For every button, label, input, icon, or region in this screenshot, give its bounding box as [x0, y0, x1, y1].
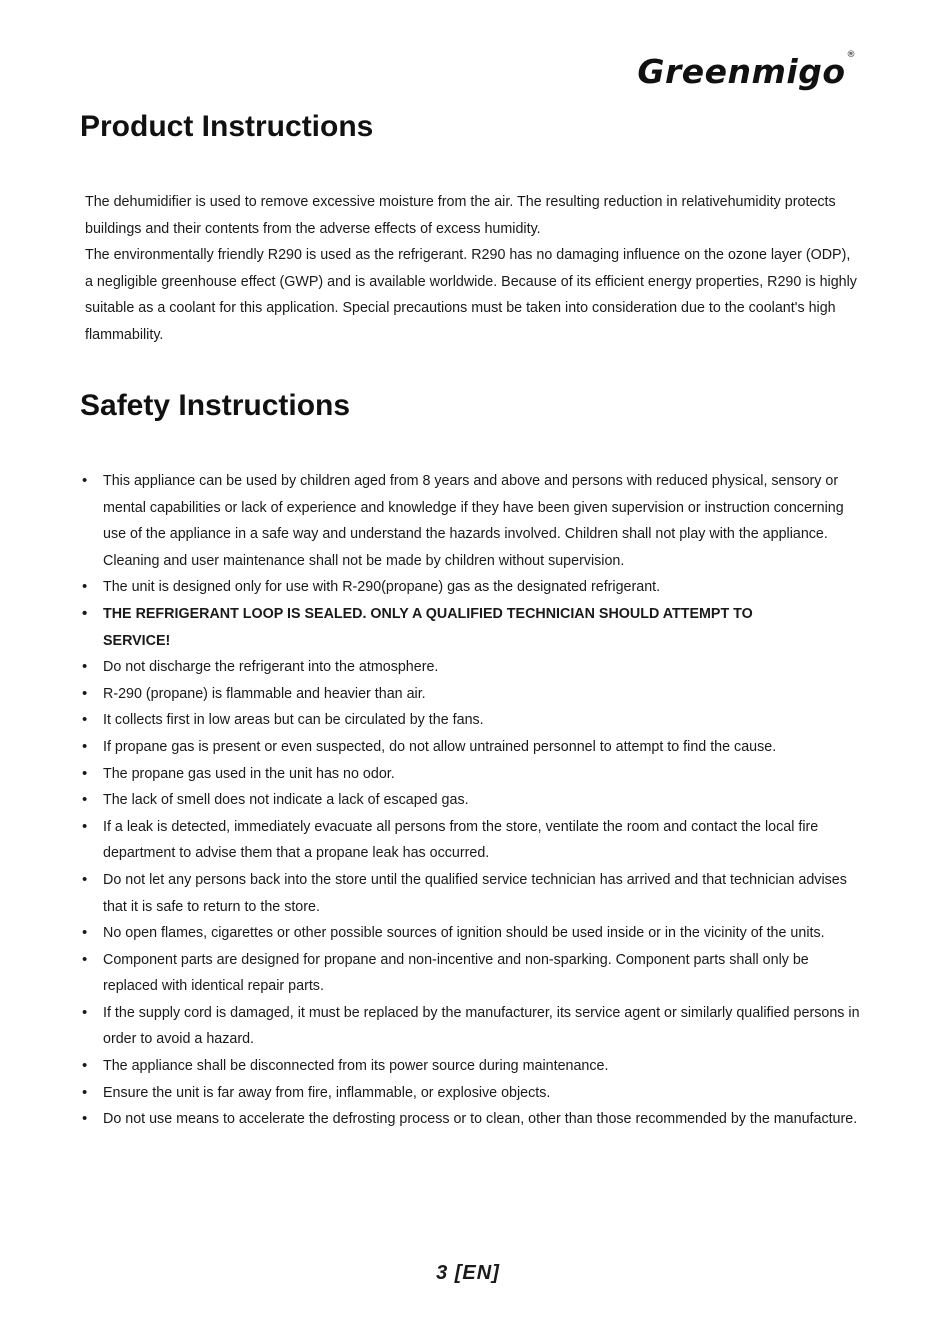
safety-item: • If the supply cord is damaged, it must be replaced by the manufacturer, its service agent or similarly qualified persons in order to avoid a hazard.	[0, 1000, 936, 1053]
registered-mark: ®	[846, 50, 856, 60]
safety-item: • No open flames, cigarettes or other possible sources of ignition should be used inside or in the vicinity of the units.	[0, 920, 936, 947]
product-paragraph-2: The environmentally friendly R290 is used as the refrigerant. R290 has no damaging influence on the ozone layer (ODP), a negligible greenhouse effect (GWP) and is available worldwide. Because of its efficient energy properties, R290 is highly suitable as a coolant for this application. Special precautions must be taken into consideration due to the coolant's high flammability.	[85, 247, 857, 343]
safety-item: • The propane gas used in the unit has no odor.	[0, 761, 936, 788]
product-instructions-body	[85, 189, 860, 349]
safety-instructions-heading: Safety Instructions	[80, 389, 351, 422]
safety-item: • The lack of smell does not indicate a lack of escaped gas.	[0, 787, 936, 814]
safety-item: • It collects first in low areas but can be circulated by the fans.	[0, 707, 936, 734]
page-number: 3 [EN]	[436, 1262, 500, 1284]
safety-instructions-list	[0, 468, 936, 1133]
safety-item: • If propane gas is present or even suspected, do not allow untrained personnel to attempt to find the cause.	[0, 734, 936, 761]
safety-item: • Do not use means to accelerate the defrosting process or to clean, other than those recommended by the manufacture.	[0, 1106, 936, 1133]
safety-item: • Do not let any persons back into the store until the qualified service technician has arrived and that technician advises that it is safe to return to the store.	[0, 867, 936, 920]
safety-item: • Ensure the unit is far away from fire, inflammable, or explosive objects.	[0, 1080, 936, 1107]
safety-item: • R-290 (propane) is flammable and heavier than air.	[0, 681, 936, 708]
safety-item: • Component parts are designed for propane and non-incentive and non-sparking. Component parts shall only be replaced with identical repair parts.	[0, 947, 936, 1000]
safety-item: • If a leak is detected, immediately evacuate all persons from the store, ventilate the room and contact the local fire department to advise them that a propane leak has occurred.	[0, 814, 936, 867]
brand-logo	[637, 52, 856, 91]
product-paragraph-1: The dehumidifier is used to remove excessive moisture from the air. The resulting reduction in relativehumidity protects buildings and their contents from the adverse effects of excess humidity.	[85, 194, 836, 237]
safety-item: • This appliance can be used by children aged from 8 years and above and persons with reduced physical, sensory or mental capabilities or lack of experience and knowledge if they have been given supervision or instruction concerning use of the appliance in a safe way and understand the hazards involved. Children shall not play with the appliance. Cleaning and user maintenance shall not be made by children without supervision.	[0, 468, 936, 574]
safety-item-warning: • THE REFRIGERANT LOOP IS SEALED. ONLY A QUALIFIED TECHNICIAN SHOULD ATTEMPT TO SERVICE!	[0, 601, 936, 654]
safety-item: • The appliance shall be disconnected from its power source during maintenance.	[0, 1053, 936, 1080]
product-instructions-heading: Product Instructions	[80, 110, 374, 143]
brand-name: Greenmigo	[637, 52, 846, 91]
safety-item: • The unit is designed only for use with R-290(propane) gas as the designated refrigerant.	[0, 574, 936, 601]
safety-item: • Do not discharge the refrigerant into the atmosphere.	[0, 654, 936, 681]
